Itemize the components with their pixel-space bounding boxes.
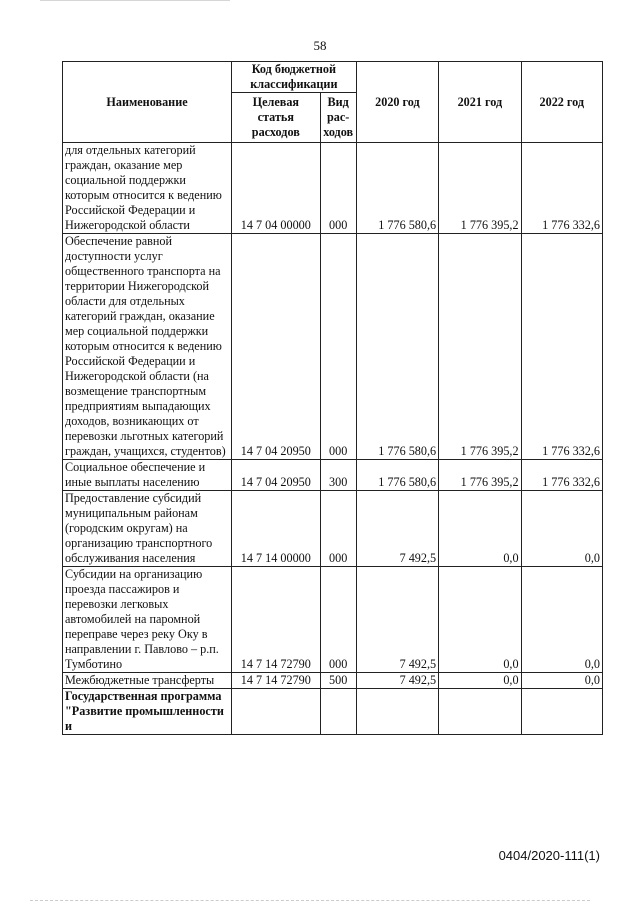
- row-value-2021: 0,0: [439, 491, 521, 567]
- row-target-article: 14 7 04 20950: [232, 460, 321, 491]
- row-value-2022: [521, 689, 602, 735]
- table-row: [63, 689, 603, 735]
- header-name: Наименование: [63, 62, 232, 143]
- table-row: [63, 460, 603, 491]
- row-value-2020: 1 776 580,6: [356, 460, 438, 491]
- scan-artifact-top: [40, 0, 230, 3]
- row-name: Межбюджетные трансферты: [63, 673, 232, 689]
- document-code: 0404/2020-111(1): [498, 848, 600, 863]
- row-expense-type: 300: [320, 460, 356, 491]
- header-budget-code: Код бюджетной классификации: [232, 62, 357, 93]
- header-2022: 2022 год: [521, 62, 602, 143]
- row-value-2022: 1 776 332,6: [521, 460, 602, 491]
- row-expense-type: 000: [320, 491, 356, 567]
- table-body: [63, 143, 603, 735]
- row-value-2020: [356, 689, 438, 735]
- row-target-article: [232, 689, 321, 735]
- row-target-article: 14 7 14 72790: [232, 673, 321, 689]
- scan-artifact-bottom: [30, 900, 590, 903]
- page-number: 58: [313, 38, 327, 53]
- header-target-article: Целевая статья расходов: [232, 93, 321, 143]
- row-value-2022: 0,0: [521, 491, 602, 567]
- budget-table: [62, 61, 603, 735]
- row-value-2021: [439, 689, 521, 735]
- header-2020: 2020 год: [356, 62, 438, 143]
- row-expense-type: 000: [320, 143, 356, 234]
- row-value-2022: 1 776 332,6: [521, 234, 602, 460]
- row-name: Обеспечение равной доступности услуг общественного транспорта на территории Нижегородской области для отдельных категорий граждан, оказание мер социальной поддержки которым относится к ведению Российской Федерации и Нижегородской области (на возмещение транспортным предприятиям выпадающих доходов, возникающих от перевозки льготных категорий граждан, учащихся, студентов): [63, 234, 232, 460]
- row-target-article: 14 7 14 72790: [232, 567, 321, 673]
- row-value-2021: 1 776 395,2: [439, 143, 521, 234]
- row-value-2021: 0,0: [439, 567, 521, 673]
- row-value-2022: 1 776 332,6: [521, 143, 602, 234]
- row-name: для отдельных категорий граждан, оказание мер социальной поддержки которым относится к ведению Российской Федерации и Нижегородской области: [63, 143, 232, 234]
- row-expense-type: [320, 689, 356, 735]
- row-expense-type: 000: [320, 234, 356, 460]
- row-value-2021: 1 776 395,2: [439, 234, 521, 460]
- row-target-article: 14 7 14 00000: [232, 491, 321, 567]
- row-value-2020: 7 492,5: [356, 491, 438, 567]
- row-value-2020: 1 776 580,6: [356, 234, 438, 460]
- row-expense-type: 500: [320, 673, 356, 689]
- header-2021: 2021 год: [439, 62, 521, 143]
- row-target-article: 14 7 04 00000: [232, 143, 321, 234]
- row-name: Социальное обеспечение и иные выплаты населению: [63, 460, 232, 491]
- table-row: [63, 673, 603, 689]
- table-row: [63, 567, 603, 673]
- row-expense-type: 000: [320, 567, 356, 673]
- table-row: [63, 491, 603, 567]
- row-name: Субсидии на организацию проезда пассажиров и перевозки легковых автомобилей на паромной переправе через реку Оку в направлении г. Павлово – р.п. Тумботино: [63, 567, 232, 673]
- row-value-2021: 1 776 395,2: [439, 460, 521, 491]
- row-value-2020: 1 776 580,6: [356, 143, 438, 234]
- table-row: [63, 143, 603, 234]
- row-value-2020: 7 492,5: [356, 567, 438, 673]
- row-value-2021: 0,0: [439, 673, 521, 689]
- row-name: Государственная программа "Развитие промышленности и: [63, 689, 232, 735]
- table-row: [63, 234, 603, 460]
- header-expense-type: Вид рас-ходов: [320, 93, 356, 143]
- row-value-2022: 0,0: [521, 567, 602, 673]
- row-value-2020: 7 492,5: [356, 673, 438, 689]
- row-target-article: 14 7 04 20950: [232, 234, 321, 460]
- row-value-2022: 0,0: [521, 673, 602, 689]
- row-name: Предоставление субсидий муниципальным районам (городским округам) на организацию транспортного обслуживания населения: [63, 491, 232, 567]
